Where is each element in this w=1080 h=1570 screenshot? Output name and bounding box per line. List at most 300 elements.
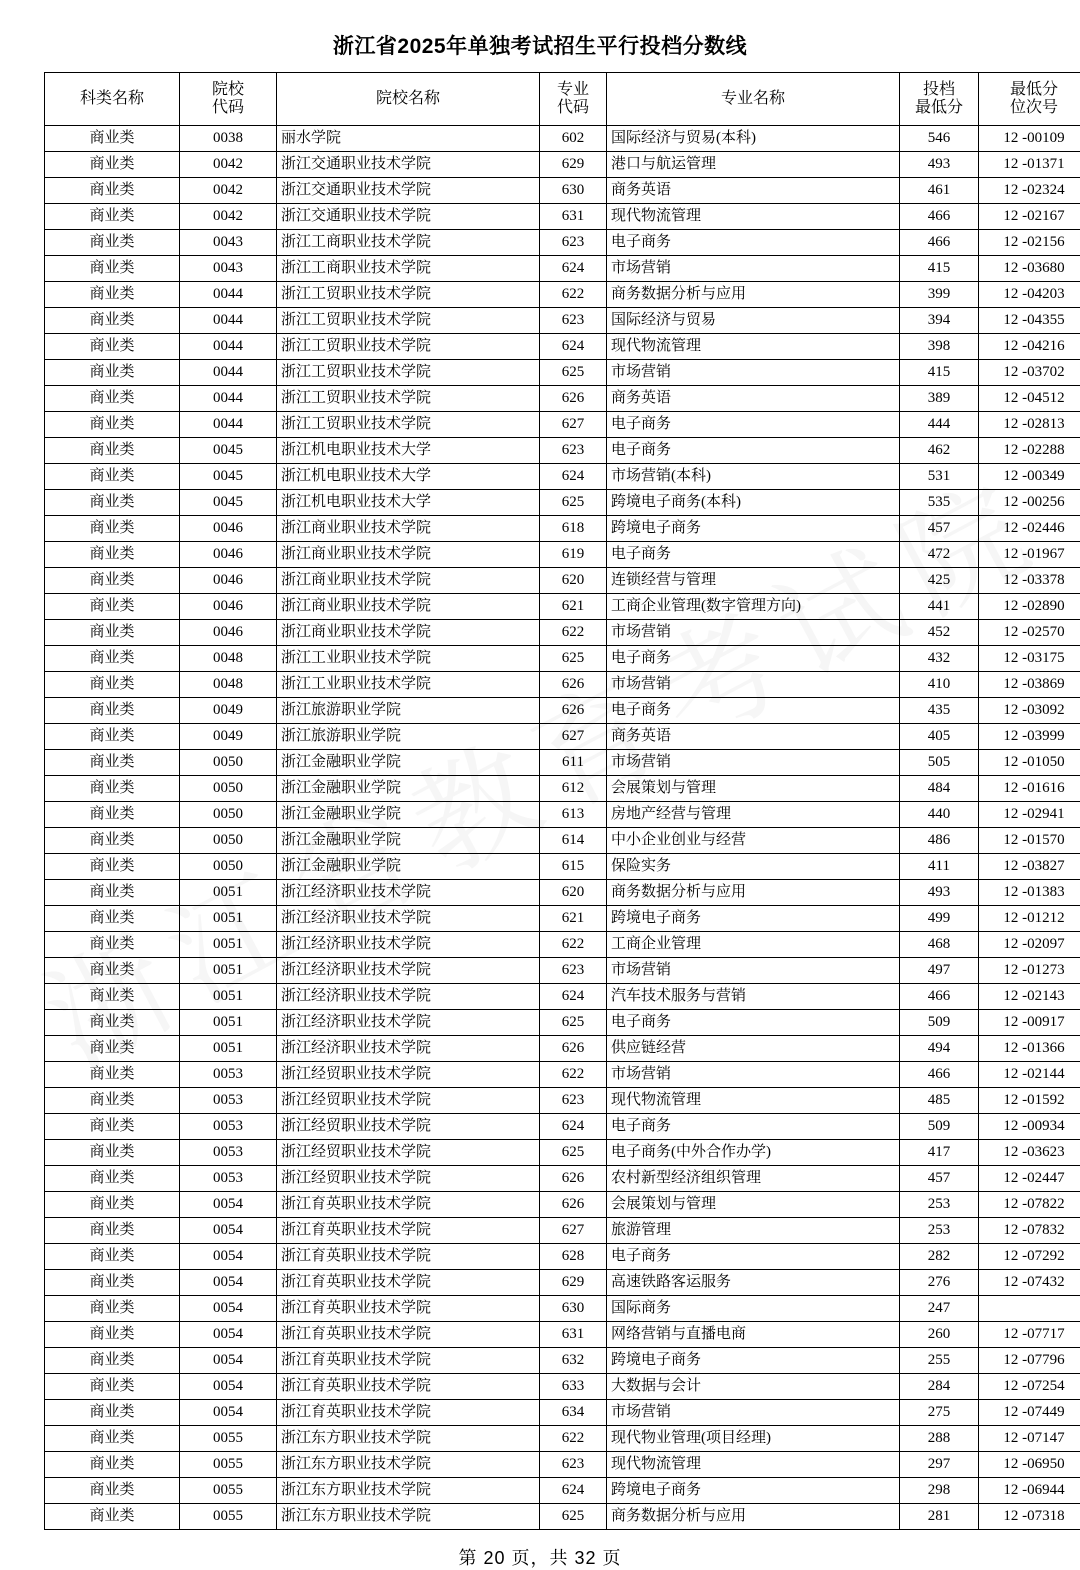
cell-major-name: 电子商务	[607, 1010, 900, 1036]
cell-school-name: 浙江金融职业学院	[277, 828, 540, 854]
table-row	[45, 1322, 1080, 1348]
cell-category: 商业类	[45, 958, 180, 984]
score-table	[44, 72, 1080, 1530]
cell-rank: 12 -01570	[979, 828, 1080, 854]
cell-category: 商业类	[45, 802, 180, 828]
cell-category: 商业类	[45, 568, 180, 594]
table-row	[45, 1400, 1080, 1426]
cell-school-code: 0044	[180, 334, 277, 360]
cell-school-code: 0054	[180, 1218, 277, 1244]
cell-school-name: 浙江经贸职业技术学院	[277, 1166, 540, 1192]
table-row	[45, 854, 1080, 880]
cell-score: 531	[900, 464, 979, 490]
table-row	[45, 672, 1080, 698]
page-footer: 第 20 页，共 32 页	[44, 1544, 1036, 1570]
table-row	[45, 724, 1080, 750]
cell-school-name: 浙江工业职业技术学院	[277, 646, 540, 672]
table-row	[45, 698, 1080, 724]
cell-rank: 12 -03827	[979, 854, 1080, 880]
cell-rank: 12 -04203	[979, 282, 1080, 308]
cell-score: 415	[900, 360, 979, 386]
cell-school-name: 浙江工商职业技术学院	[277, 256, 540, 282]
cell-major-code: 630	[540, 178, 607, 204]
cell-school-code: 0051	[180, 932, 277, 958]
cell-major-code: 630	[540, 1296, 607, 1322]
cell-rank: 12 -03378	[979, 568, 1080, 594]
cell-school-code: 0046	[180, 542, 277, 568]
cell-rank: 12 -07318	[979, 1504, 1080, 1530]
cell-major-name: 跨境电子商务	[607, 516, 900, 542]
cell-major-code: 623	[540, 958, 607, 984]
cell-major-name: 房地产经营与管理	[607, 802, 900, 828]
cell-rank: 12 -07717	[979, 1322, 1080, 1348]
cell-major-name: 市场营销	[607, 256, 900, 282]
table-row	[45, 308, 1080, 334]
cell-school-code: 0051	[180, 1010, 277, 1036]
table-row	[45, 1244, 1080, 1270]
table-row	[45, 516, 1080, 542]
cell-category: 商业类	[45, 724, 180, 750]
cell-rank: 12 -07796	[979, 1348, 1080, 1374]
cell-score: 432	[900, 646, 979, 672]
cell-school-code: 0046	[180, 568, 277, 594]
cell-category: 商业类	[45, 230, 180, 256]
cell-school-name: 浙江经济职业技术学院	[277, 958, 540, 984]
header-school-name: 院校名称	[277, 73, 540, 126]
cell-school-name: 浙江育英职业技术学院	[277, 1322, 540, 1348]
cell-school-code: 0051	[180, 1036, 277, 1062]
cell-score: 281	[900, 1504, 979, 1530]
cell-major-name: 国际商务	[607, 1296, 900, 1322]
cell-major-code: 626	[540, 672, 607, 698]
cell-score: 485	[900, 1088, 979, 1114]
cell-school-name: 浙江金融职业学院	[277, 854, 540, 880]
table-row	[45, 1296, 1080, 1322]
cell-rank: 12 -02143	[979, 984, 1080, 1010]
cell-major-code: 625	[540, 1140, 607, 1166]
header-major-code	[540, 73, 607, 126]
cell-major-code: 622	[540, 932, 607, 958]
cell-major-name: 高速铁路客运服务	[607, 1270, 900, 1296]
cell-major-code: 624	[540, 334, 607, 360]
cell-category: 商业类	[45, 1478, 180, 1504]
cell-school-code: 0054	[180, 1270, 277, 1296]
cell-score: 440	[900, 802, 979, 828]
header-score-line1: 投档	[902, 81, 976, 99]
cell-school-name: 浙江东方职业技术学院	[277, 1426, 540, 1452]
cell-school-code: 0044	[180, 412, 277, 438]
cell-school-name: 浙江东方职业技术学院	[277, 1452, 540, 1478]
cell-school-name: 浙江工贸职业技术学院	[277, 386, 540, 412]
cell-major-name: 电子商务	[607, 698, 900, 724]
cell-rank: 12 -02156	[979, 230, 1080, 256]
cell-major-name: 市场营销	[607, 750, 900, 776]
cell-major-name: 连锁经营与管理	[607, 568, 900, 594]
cell-school-name: 浙江育英职业技术学院	[277, 1270, 540, 1296]
cell-category: 商业类	[45, 1192, 180, 1218]
cell-school-code: 0051	[180, 958, 277, 984]
cell-major-code: 611	[540, 750, 607, 776]
cell-school-name: 丽水学院	[277, 126, 540, 152]
cell-category: 商业类	[45, 1400, 180, 1426]
cell-school-name: 浙江育英职业技术学院	[277, 1218, 540, 1244]
cell-school-code: 0054	[180, 1244, 277, 1270]
table-row	[45, 1192, 1080, 1218]
cell-rank: 12 -00109	[979, 126, 1080, 152]
cell-category: 商业类	[45, 1504, 180, 1530]
cell-category: 商业类	[45, 906, 180, 932]
cell-score: 435	[900, 698, 979, 724]
cell-category: 商业类	[45, 1270, 180, 1296]
cell-major-name: 农村新型经济组织管理	[607, 1166, 900, 1192]
cell-major-name: 现代物业管理(项目经理)	[607, 1426, 900, 1452]
cell-major-code: 627	[540, 412, 607, 438]
cell-rank: 12 -01366	[979, 1036, 1080, 1062]
cell-school-code: 0045	[180, 490, 277, 516]
cell-category: 商业类	[45, 1348, 180, 1374]
cell-rank: 12 -02144	[979, 1062, 1080, 1088]
table-row	[45, 568, 1080, 594]
header-school-code-line1: 院校	[182, 81, 274, 99]
cell-school-code: 0044	[180, 386, 277, 412]
cell-category: 商业类	[45, 1140, 180, 1166]
cell-school-name: 浙江经贸职业技术学院	[277, 1062, 540, 1088]
cell-school-code: 0045	[180, 464, 277, 490]
cell-rank: 12 -02446	[979, 516, 1080, 542]
cell-rank: 12 -01383	[979, 880, 1080, 906]
cell-school-code: 0043	[180, 256, 277, 282]
cell-score: 466	[900, 230, 979, 256]
cell-major-code: 623	[540, 1452, 607, 1478]
cell-rank: 12 -02324	[979, 178, 1080, 204]
cell-major-code: 624	[540, 1478, 607, 1504]
cell-major-code: 627	[540, 724, 607, 750]
cell-category: 商业类	[45, 880, 180, 906]
cell-school-name: 浙江旅游职业学院	[277, 698, 540, 724]
cell-score: 297	[900, 1452, 979, 1478]
cell-major-name: 市场营销	[607, 1400, 900, 1426]
cell-category: 商业类	[45, 750, 180, 776]
cell-category: 商业类	[45, 1426, 180, 1452]
cell-major-name: 跨境电子商务	[607, 906, 900, 932]
table-row	[45, 542, 1080, 568]
cell-school-code: 0055	[180, 1452, 277, 1478]
cell-rank	[979, 1296, 1080, 1322]
cell-school-name: 浙江经济职业技术学院	[277, 1036, 540, 1062]
cell-score: 415	[900, 256, 979, 282]
cell-major-code: 626	[540, 698, 607, 724]
cell-major-name: 电子商务	[607, 230, 900, 256]
cell-major-code: 619	[540, 542, 607, 568]
cell-category: 商业类	[45, 438, 180, 464]
cell-major-code: 618	[540, 516, 607, 542]
cell-school-code: 0048	[180, 646, 277, 672]
cell-score: 466	[900, 984, 979, 1010]
cell-major-name: 商务数据分析与应用	[607, 1504, 900, 1530]
table-row	[45, 984, 1080, 1010]
cell-score: 486	[900, 828, 979, 854]
cell-school-code: 0054	[180, 1400, 277, 1426]
cell-major-name: 国际经济与贸易	[607, 308, 900, 334]
cell-category: 商业类	[45, 1296, 180, 1322]
cell-school-code: 0046	[180, 594, 277, 620]
cell-major-name: 网络营销与直播电商	[607, 1322, 900, 1348]
cell-major-code: 626	[540, 1192, 607, 1218]
cell-score: 411	[900, 854, 979, 880]
cell-rank: 12 -02570	[979, 620, 1080, 646]
cell-major-name: 电子商务	[607, 438, 900, 464]
cell-rank: 12 -03869	[979, 672, 1080, 698]
cell-school-name: 浙江金融职业学院	[277, 776, 540, 802]
table-row	[45, 438, 1080, 464]
header-score	[900, 73, 979, 126]
cell-school-code: 0042	[180, 152, 277, 178]
cell-major-name: 电子商务	[607, 412, 900, 438]
cell-score: 457	[900, 516, 979, 542]
cell-school-code: 0044	[180, 308, 277, 334]
table-row	[45, 646, 1080, 672]
cell-major-code: 625	[540, 1010, 607, 1036]
cell-school-code: 0044	[180, 282, 277, 308]
cell-major-name: 电子商务	[607, 542, 900, 568]
cell-school-code: 0049	[180, 698, 277, 724]
table-header-row	[45, 73, 1080, 126]
cell-major-code: 621	[540, 906, 607, 932]
cell-score: 493	[900, 880, 979, 906]
cell-school-code: 0053	[180, 1114, 277, 1140]
cell-category: 商业类	[45, 1036, 180, 1062]
cell-rank: 12 -03680	[979, 256, 1080, 282]
cell-school-name: 浙江工贸职业技术学院	[277, 360, 540, 386]
cell-major-code: 626	[540, 386, 607, 412]
cell-score: 457	[900, 1166, 979, 1192]
cell-score: 444	[900, 412, 979, 438]
cell-score: 298	[900, 1478, 979, 1504]
cell-school-code: 0043	[180, 230, 277, 256]
cell-major-name: 电子商务	[607, 646, 900, 672]
cell-category: 商业类	[45, 672, 180, 698]
cell-score: 535	[900, 490, 979, 516]
table-row	[45, 230, 1080, 256]
table-row	[45, 412, 1080, 438]
cell-school-code: 0054	[180, 1322, 277, 1348]
cell-school-name: 浙江金融职业学院	[277, 750, 540, 776]
cell-school-name: 浙江机电职业技术大学	[277, 438, 540, 464]
cell-rank: 12 -01967	[979, 542, 1080, 568]
table-row	[45, 1010, 1080, 1036]
cell-score: 499	[900, 906, 979, 932]
cell-score: 398	[900, 334, 979, 360]
cell-school-name: 浙江交通职业技术学院	[277, 152, 540, 178]
cell-rank: 12 -02167	[979, 204, 1080, 230]
cell-school-name: 浙江商业职业技术学院	[277, 594, 540, 620]
table-row	[45, 1062, 1080, 1088]
cell-school-name: 浙江工商职业技术学院	[277, 230, 540, 256]
cell-score: 466	[900, 1062, 979, 1088]
cell-major-code: 625	[540, 1504, 607, 1530]
cell-score: 410	[900, 672, 979, 698]
cell-school-name: 浙江商业职业技术学院	[277, 620, 540, 646]
cell-school-name: 浙江商业职业技术学院	[277, 568, 540, 594]
cell-rank: 12 -02097	[979, 932, 1080, 958]
cell-school-code: 0050	[180, 802, 277, 828]
cell-major-code: 629	[540, 1270, 607, 1296]
cell-category: 商业类	[45, 490, 180, 516]
table-row	[45, 178, 1080, 204]
header-rank-line2: 位次号	[981, 99, 1080, 117]
cell-score: 461	[900, 178, 979, 204]
cell-major-code: 627	[540, 1218, 607, 1244]
cell-major-code: 626	[540, 1036, 607, 1062]
cell-school-code: 0046	[180, 516, 277, 542]
cell-score: 452	[900, 620, 979, 646]
table-row	[45, 126, 1080, 152]
cell-school-name: 浙江交通职业技术学院	[277, 178, 540, 204]
cell-score: 253	[900, 1192, 979, 1218]
cell-major-code: 624	[540, 984, 607, 1010]
table-row	[45, 1504, 1080, 1530]
header-score-line2: 最低分	[902, 99, 976, 117]
table-row	[45, 1348, 1080, 1374]
cell-category: 商业类	[45, 1244, 180, 1270]
cell-school-name: 浙江金融职业学院	[277, 802, 540, 828]
cell-major-name: 跨境电子商务(本科)	[607, 490, 900, 516]
cell-category: 商业类	[45, 1374, 180, 1400]
cell-major-code: 633	[540, 1374, 607, 1400]
cell-category: 商业类	[45, 126, 180, 152]
cell-major-code: 624	[540, 1114, 607, 1140]
cell-major-name: 旅游管理	[607, 1218, 900, 1244]
table-row	[45, 334, 1080, 360]
cell-category: 商业类	[45, 204, 180, 230]
cell-rank: 12 -01616	[979, 776, 1080, 802]
cell-school-name: 浙江商业职业技术学院	[277, 516, 540, 542]
table-row	[45, 1218, 1080, 1244]
cell-major-name: 市场营销	[607, 958, 900, 984]
table-row	[45, 256, 1080, 282]
cell-major-name: 市场营销	[607, 360, 900, 386]
cell-category: 商业类	[45, 334, 180, 360]
cell-school-name: 浙江东方职业技术学院	[277, 1478, 540, 1504]
cell-major-code: 623	[540, 438, 607, 464]
cell-major-code: 623	[540, 1088, 607, 1114]
cell-major-code: 624	[540, 464, 607, 490]
cell-school-name: 浙江育英职业技术学院	[277, 1244, 540, 1270]
cell-score: 468	[900, 932, 979, 958]
cell-rank: 12 -01212	[979, 906, 1080, 932]
table-row	[45, 152, 1080, 178]
cell-school-name: 浙江经济职业技术学院	[277, 906, 540, 932]
cell-score: 288	[900, 1426, 979, 1452]
cell-rank: 12 -03702	[979, 360, 1080, 386]
cell-rank: 12 -03999	[979, 724, 1080, 750]
cell-rank: 12 -03623	[979, 1140, 1080, 1166]
cell-rank: 12 -02288	[979, 438, 1080, 464]
table-row	[45, 1114, 1080, 1140]
cell-school-code: 0050	[180, 750, 277, 776]
cell-major-code: 612	[540, 776, 607, 802]
cell-major-code: 625	[540, 490, 607, 516]
cell-school-name: 浙江经济职业技术学院	[277, 880, 540, 906]
cell-score: 417	[900, 1140, 979, 1166]
cell-score: 484	[900, 776, 979, 802]
cell-major-code: 615	[540, 854, 607, 880]
cell-category: 商业类	[45, 386, 180, 412]
cell-major-name: 保险实务	[607, 854, 900, 880]
cell-rank: 12 -07292	[979, 1244, 1080, 1270]
cell-school-code: 0045	[180, 438, 277, 464]
cell-school-code: 0053	[180, 1166, 277, 1192]
cell-score: 253	[900, 1218, 979, 1244]
cell-school-name: 浙江旅游职业学院	[277, 724, 540, 750]
cell-category: 商业类	[45, 854, 180, 880]
cell-rank: 12 -02447	[979, 1166, 1080, 1192]
cell-school-name: 浙江交通职业技术学院	[277, 204, 540, 230]
cell-rank: 12 -01273	[979, 958, 1080, 984]
cell-rank: 12 -07254	[979, 1374, 1080, 1400]
cell-major-name: 市场营销	[607, 672, 900, 698]
cell-category: 商业类	[45, 308, 180, 334]
page-title: 浙江省2025年单独考试招生平行投档分数线	[44, 30, 1036, 60]
table-row	[45, 1166, 1080, 1192]
cell-major-name: 工商企业管理	[607, 932, 900, 958]
cell-major-name: 商务数据分析与应用	[607, 880, 900, 906]
table-row	[45, 464, 1080, 490]
cell-rank: 12 -01050	[979, 750, 1080, 776]
cell-major-name: 跨境电子商务	[607, 1348, 900, 1374]
cell-school-code: 0051	[180, 880, 277, 906]
cell-major-code: 623	[540, 230, 607, 256]
cell-rank: 12 -07449	[979, 1400, 1080, 1426]
cell-category: 商业类	[45, 1322, 180, 1348]
cell-category: 商业类	[45, 776, 180, 802]
cell-school-name: 浙江商业职业技术学院	[277, 542, 540, 568]
table-row	[45, 932, 1080, 958]
cell-school-code: 0054	[180, 1192, 277, 1218]
cell-school-code: 0053	[180, 1062, 277, 1088]
cell-school-code: 0055	[180, 1478, 277, 1504]
cell-school-code: 0051	[180, 984, 277, 1010]
cell-school-name: 浙江工业职业技术学院	[277, 672, 540, 698]
cell-school-code: 0042	[180, 178, 277, 204]
cell-score: 284	[900, 1374, 979, 1400]
cell-major-name: 商务数据分析与应用	[607, 282, 900, 308]
cell-major-code: 622	[540, 1062, 607, 1088]
cell-school-name: 浙江东方职业技术学院	[277, 1504, 540, 1530]
table-row	[45, 620, 1080, 646]
cell-school-name: 浙江工贸职业技术学院	[277, 282, 540, 308]
cell-major-code: 631	[540, 204, 607, 230]
cell-major-code: 623	[540, 308, 607, 334]
table-row	[45, 958, 1080, 984]
cell-score: 497	[900, 958, 979, 984]
cell-major-name: 中小企业创业与经营	[607, 828, 900, 854]
header-major-code-line1: 专业	[542, 81, 604, 99]
cell-school-name: 浙江工贸职业技术学院	[277, 334, 540, 360]
cell-rank: 12 -00256	[979, 490, 1080, 516]
cell-major-name: 会展策划与管理	[607, 1192, 900, 1218]
table-row	[45, 776, 1080, 802]
cell-major-name: 会展策划与管理	[607, 776, 900, 802]
cell-school-name: 浙江育英职业技术学院	[277, 1400, 540, 1426]
cell-school-name: 浙江工贸职业技术学院	[277, 308, 540, 334]
cell-score: 441	[900, 594, 979, 620]
table-row	[45, 1088, 1080, 1114]
cell-school-name: 浙江机电职业技术大学	[277, 490, 540, 516]
cell-major-name: 电子商务(中外合作办学)	[607, 1140, 900, 1166]
cell-major-name: 电子商务	[607, 1244, 900, 1270]
header-rank-line1: 最低分	[981, 81, 1080, 99]
